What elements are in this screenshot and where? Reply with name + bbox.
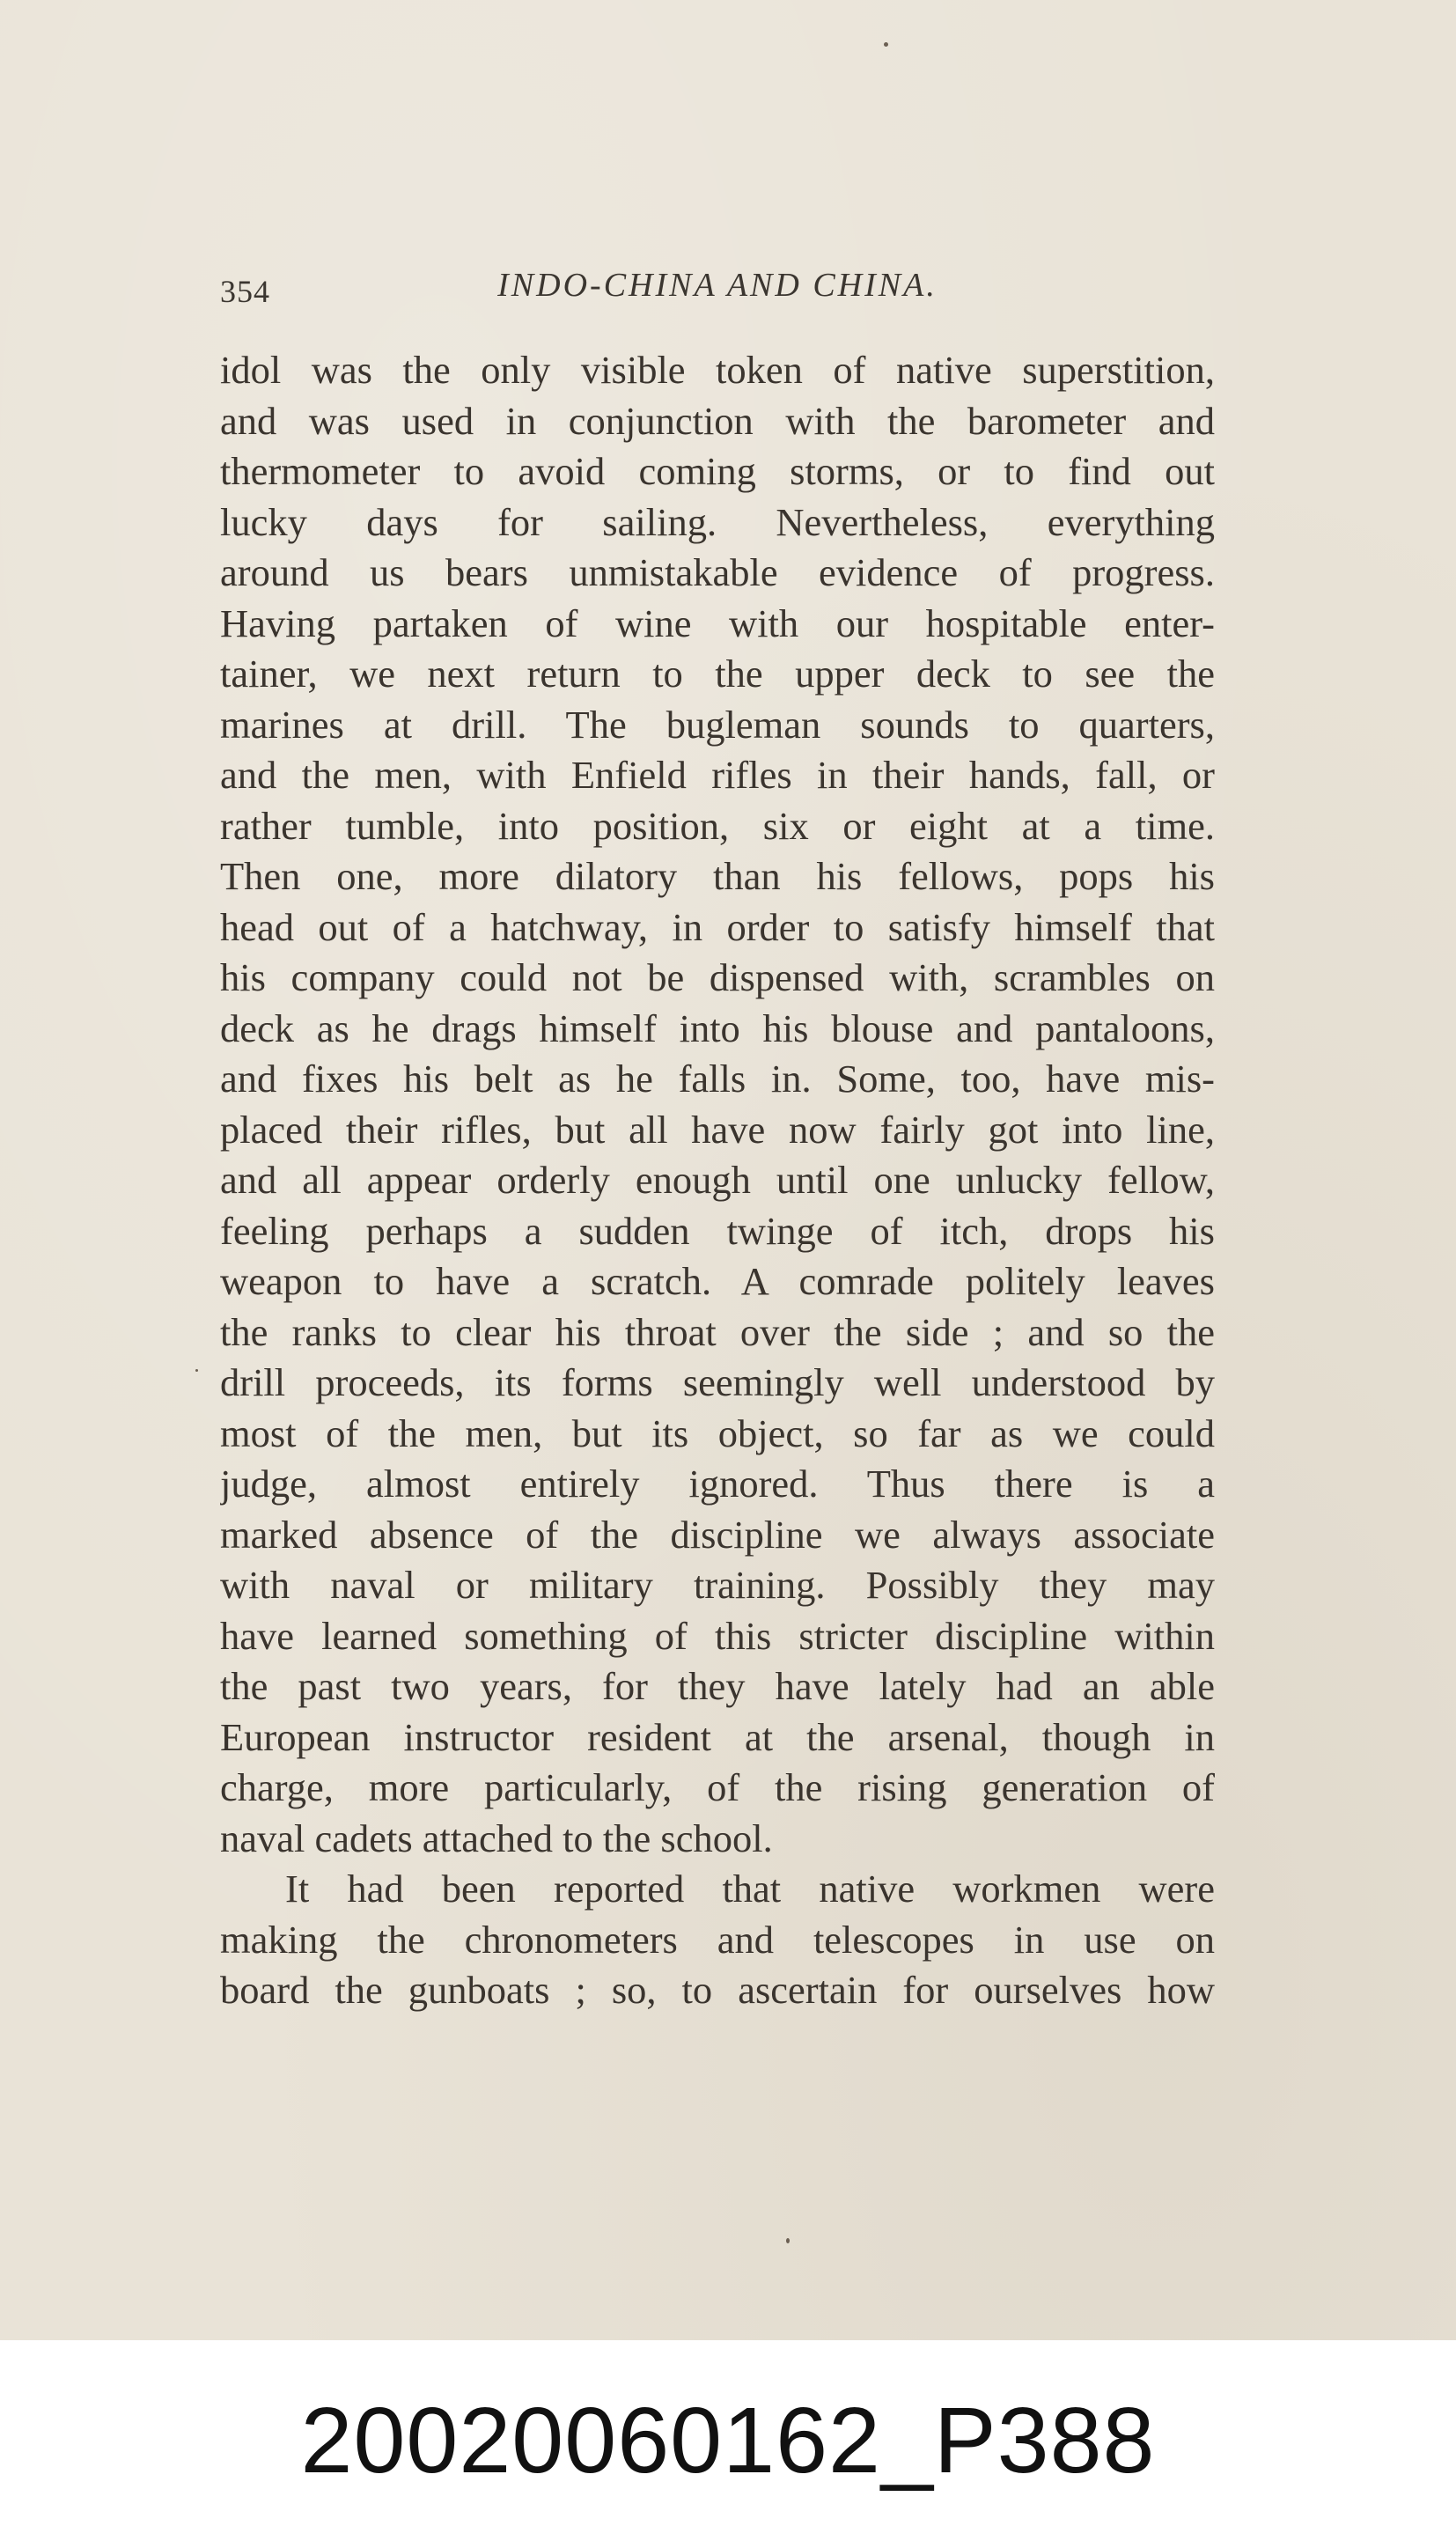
text-line: and all appear orderly enough until one unlucky fellow, [220, 1158, 1215, 1202]
text-line: and fixes his belt as he falls in. Some, too, have mis- [220, 1057, 1215, 1101]
text-line: and was used in conjunction with the barometer and [220, 398, 1215, 443]
text-line: have learned something of this stricter discipline within [220, 1613, 1215, 1658]
text-line: charge, more particularly, of the rising generation of [220, 1765, 1215, 1809]
text-line: placed their rifles, but all have now fairly got into line, [220, 1107, 1215, 1152]
text-line: around us bears unmistakable evidence of progress. [220, 550, 1215, 594]
text-line: European instructor resident at the arsenal, though in [220, 1714, 1215, 1759]
page-number: 354 [220, 274, 270, 309]
text-line: head out of a hatchway, in order to satisfy himself that [220, 904, 1215, 949]
text-line: with naval or military training. Possibly they may [220, 1563, 1215, 1607]
paper-speck [884, 42, 888, 47]
text-line: board the gunboats ; so, to ascertain for ourselves how [220, 1968, 1215, 2012]
text-line: marines at drill. The bugleman sounds to quarters, [220, 702, 1215, 747]
accession-label: 20020060162_P388 [300, 2389, 1156, 2493]
running-head: INDO-CHINA AND CHINA. [497, 267, 938, 304]
text-line: idol was the only visible token of native superstition, [220, 348, 1215, 392]
text-line: and the men, with Enfield rifles in their hands, fall, or [220, 753, 1215, 797]
text-line: tainer, we next return to the upper deck to see the [220, 652, 1215, 696]
text-line: marked absence of the discipline we always associate [220, 1512, 1215, 1557]
text-line: naval cadets attached to the school. [220, 1815, 773, 1860]
body-text [220, 345, 1215, 2016]
paragraph [220, 345, 1215, 1864]
paper-speck [786, 2238, 790, 2243]
text-line: the ranks to clear his throat over the side ; and so the [220, 1309, 1215, 1354]
text-line: It had been reported that native workmen were [285, 1867, 1215, 1911]
paper-speck [195, 1369, 198, 1372]
text-line: thermometer to avoid coming storms, or to find out [220, 449, 1215, 493]
text-line: Having partaken of wine with our hospitable enter- [220, 600, 1215, 645]
text-line: most of the men, but its object, so far as we could [220, 1410, 1215, 1455]
text-line: making the chronometers and telescopes in use on [220, 1917, 1215, 1962]
text-line: his company could not be dispensed with, scrambles on [220, 955, 1215, 999]
page-header [220, 266, 1215, 310]
text-line: Then one, more dilatory than his fellows, pops his [220, 854, 1215, 898]
text-line: weapon to have a scratch. A comrade politely leaves [220, 1259, 1215, 1303]
text-line: drill proceeds, its forms seemingly well understood by [220, 1360, 1215, 1404]
text-line: rather tumble, into position, six or eight at a time. [220, 803, 1215, 848]
text-line: deck as he drags himself into his blouse and pantaloons, [220, 1005, 1215, 1050]
text-line: judge, almost entirely ignored. Thus there is a [220, 1462, 1215, 1506]
text-line: lucky days for sailing. Nevertheless, everything [220, 499, 1215, 544]
paragraph [220, 1864, 1215, 2016]
text-line: the past two years, for they have lately had an able [220, 1664, 1215, 1708]
text-line: feeling perhaps a sudden twinge of itch, drops his [220, 1208, 1215, 1253]
